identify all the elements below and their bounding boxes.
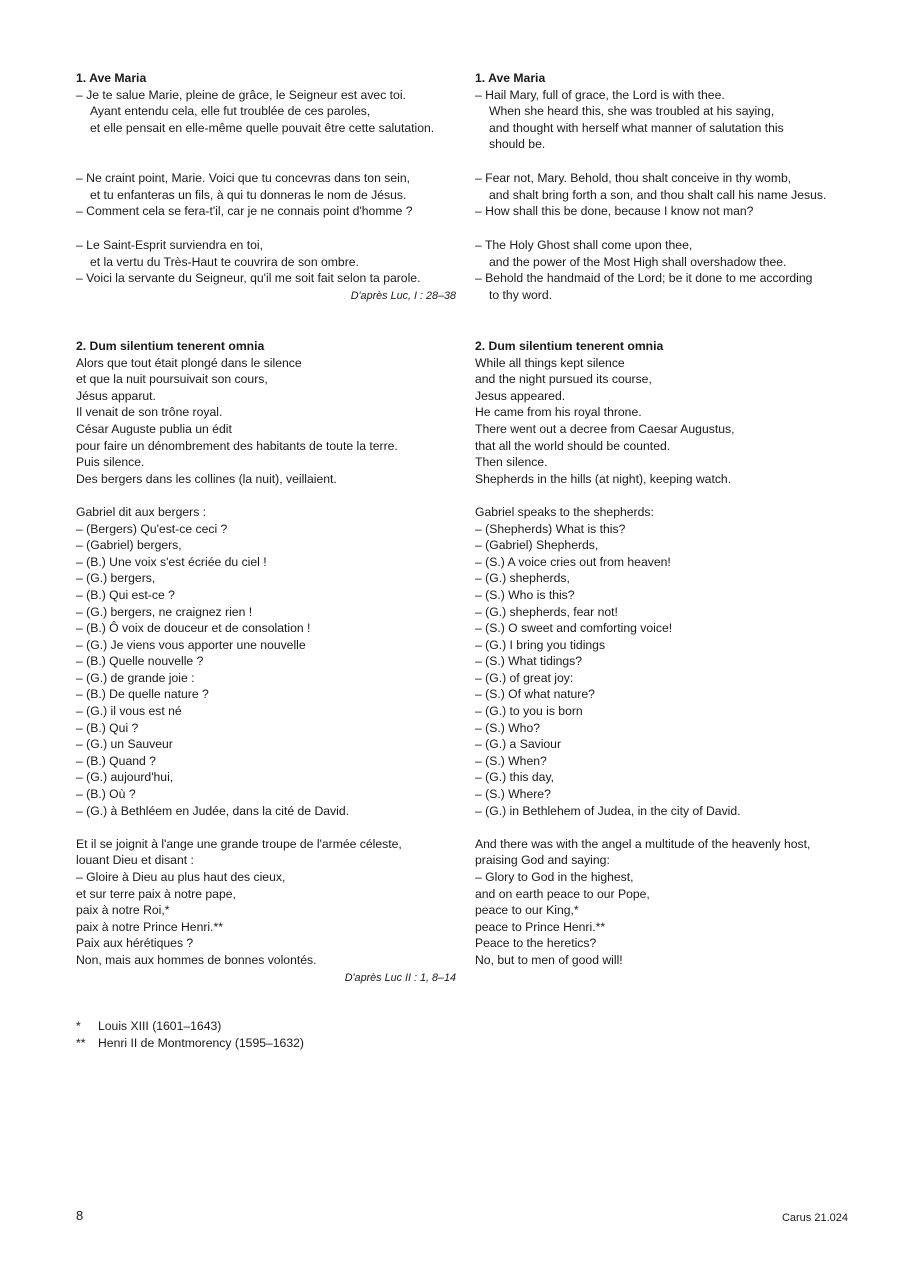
dialogue-line: – (Bergers) Qu'est-ce ceci ? xyxy=(76,521,228,536)
text-line: that all the world should be counted. xyxy=(475,438,671,453)
catalog-number: Carus 21.024 xyxy=(781,1212,848,1224)
text-line: – Ne craint point, Marie. Voici que tu concevras dans ton sein, xyxy=(76,171,410,185)
text-line: et tu enfanteras un fils, à qui tu donneras le nom de Jésus. xyxy=(90,187,407,202)
text-line: Des bergers dans les collines (la nuit), veillaient. xyxy=(76,471,337,486)
text-line: Paix aux hérétiques ? xyxy=(76,936,194,951)
text-line: Shepherds in the hills (at night), keeping watch. xyxy=(475,471,732,486)
english-section-ave-maria xyxy=(475,70,855,153)
dialogue-line: – (G.) I bring you tidings xyxy=(475,637,606,652)
text-line: Alors que tout était plongé dans le silence xyxy=(76,355,302,370)
dialogue-line: – (S.) What tidings? xyxy=(475,654,583,669)
dialogue-line: – (S.) Where? xyxy=(475,787,551,802)
footnote-louis-xiii xyxy=(76,1018,221,1035)
text-line: et la vertu du Très-Haut te couvrira de son ombre. xyxy=(90,254,359,269)
dialogue-line: – (G.) in Bethlehem of Judea, in the city of David. xyxy=(475,803,741,818)
dialogue-line: – (S.) Who is this? xyxy=(475,587,575,602)
text-line: and the night pursued its course, xyxy=(475,372,652,387)
section-title: 1. Ave Maria xyxy=(76,71,147,85)
text-line: peace to our King,* xyxy=(475,903,579,918)
text-line: Jésus apparut. xyxy=(76,388,156,403)
dialogue-line: – (G.) to you is born xyxy=(475,704,583,719)
text-line: – How shall this be done, because I know not man? xyxy=(475,204,754,219)
text-line: He came from his royal throne. xyxy=(475,405,642,420)
page-number: 8 xyxy=(76,1208,84,1223)
text-line: and shalt bring forth a son, and thou shalt call his name Jesus. xyxy=(489,187,827,202)
dialogue-line: – (G.) shepherds, fear not! xyxy=(475,604,618,619)
text-line: – Le Saint-Esprit surviendra en toi, xyxy=(76,238,263,252)
text-line: louant Dieu et disant : xyxy=(76,853,194,868)
text-line: – Gloire à Dieu au plus haut des cieux, xyxy=(76,870,286,884)
dialogue-line: – (G.) of great joy: xyxy=(475,670,574,685)
source-citation: D'après Luc II : 1, 8–14 xyxy=(344,971,456,984)
text-line: Ayant entendu cela, elle fut troublée de ces paroles, xyxy=(90,104,371,119)
footnote-text: Henri II de Montmorency (1595–1632) xyxy=(98,1036,304,1050)
footnote-mark: ** xyxy=(76,1036,86,1050)
text-line: No, but to men of good will! xyxy=(475,952,623,967)
text-line: praising God and saying: xyxy=(475,853,610,868)
text-line: Peace to the heretics? xyxy=(475,936,597,951)
text-line: et elle pensait en elle-même quelle pouvait être cette salutation. xyxy=(90,120,435,135)
text-line: – Voici la servante du Seigneur, qu'il me soit fait selon ta parole. xyxy=(76,271,421,286)
section-title: 2. Dum silentium tenerent omnia xyxy=(475,339,664,353)
french-section-dum-silentium xyxy=(76,338,456,986)
text-line: Puis silence. xyxy=(76,455,145,470)
dialogue-line: – (G.) shepherds, xyxy=(475,571,570,586)
dialogue-line: – (G.) bergers, ne craignez rien ! xyxy=(76,604,253,619)
dialogue-line: – (Shepherds) What is this? xyxy=(475,521,626,536)
text-line: pour faire un dénombrement des habitants de toute la terre. xyxy=(76,438,398,453)
text-line: When she heard this, she was troubled at his saying, xyxy=(489,104,775,119)
dialogue-line: – (G.) il vous est né xyxy=(76,704,182,719)
text-line: – Behold the handmaid of the Lord; be it done to me according xyxy=(475,271,813,286)
dialogue-line: – (G.) aujourd'hui, xyxy=(76,770,174,785)
text-line: Non, mais aux hommes de bonnes volontés. xyxy=(76,952,317,967)
text-line: and thought with herself what manner of salutation this xyxy=(489,120,784,135)
text-line: Then silence. xyxy=(475,455,548,470)
dialogue-line: – (S.) Who? xyxy=(475,720,541,735)
text-line: – Comment cela se fera-t'il, car je ne connais point d'homme ? xyxy=(76,204,413,219)
text-line: paix à notre Prince Henri.** xyxy=(76,919,223,934)
dialogue-line: – (B.) Qui ? xyxy=(76,720,139,735)
section-title: 2. Dum silentium tenerent omnia xyxy=(76,339,265,353)
dialogue-line: – (S.) Of what nature? xyxy=(475,687,595,702)
dialogue-line: – (G.) bergers, xyxy=(76,571,156,586)
dialogue-line: – (S.) O sweet and comforting voice! xyxy=(475,621,673,636)
dialogue-line: – (G.) this day, xyxy=(475,770,555,785)
dialogue-line: – (B.) Ô voix de douceur et de consolation ! xyxy=(76,621,311,636)
footnote-henri-ii xyxy=(76,1035,304,1052)
text-line: Gabriel speaks to the shepherds: xyxy=(475,504,654,519)
dialogue-line: – (B.) Quelle nouvelle ? xyxy=(76,654,204,669)
text-line: should be. xyxy=(489,137,546,152)
dialogue-line: – (B.) Qui est-ce ? xyxy=(76,587,175,602)
dialogue-line: – (Gabriel) bergers, xyxy=(76,538,182,553)
text-line: and on earth peace to our Pope, xyxy=(475,886,650,901)
footnote-mark: * xyxy=(76,1019,81,1033)
dialogue-line: – (B.) Où ? xyxy=(76,787,136,802)
source-citation: D'après Luc, I : 28–38 xyxy=(350,289,456,302)
text-line: – The Holy Ghost shall come upon thee, xyxy=(475,238,693,252)
text-line: and the power of the Most High shall overshadow thee. xyxy=(489,254,787,269)
text-line: And there was with the angel a multitude of the heavenly host, xyxy=(475,836,811,851)
text-line: Et il se joignit à l'ange une grande troupe de l'armée céleste, xyxy=(76,836,402,851)
dialogue-line: – (S.) A voice cries out from heaven! xyxy=(475,554,671,569)
text-line: Gabriel dit aux bergers : xyxy=(76,504,207,519)
french-verse-3 xyxy=(76,237,456,304)
text-line: – Je te salue Marie, pleine de grâce, le Seigneur est avec toi. xyxy=(76,87,406,102)
dialogue-line: – (Gabriel) Shepherds, xyxy=(475,538,599,553)
english-verse-3 xyxy=(475,237,855,303)
english-verse-2 xyxy=(475,170,855,220)
text-line: – Fear not, Mary. Behold, thou shalt conceive in thy womb, xyxy=(475,171,792,185)
text-line: paix à notre Roi,* xyxy=(76,903,170,918)
footnote-text: Louis XIII (1601–1643) xyxy=(98,1019,222,1033)
section-title: 1. Ave Maria xyxy=(475,71,546,85)
french-section-ave-maria xyxy=(76,70,456,136)
text-line: peace to Prince Henri.** xyxy=(475,919,606,934)
french-verse-2 xyxy=(76,170,456,220)
text-line: et sur terre paix à notre pape, xyxy=(76,886,236,901)
english-section-dum-silentium xyxy=(475,338,855,969)
text-line: There went out a decree from Caesar Augustus, xyxy=(475,421,735,436)
text-line: – Glory to God in the highest, xyxy=(475,870,634,884)
text-line: César Auguste publia un édit xyxy=(76,421,232,436)
dialogue-line: – (B.) De quelle nature ? xyxy=(76,687,209,702)
dialogue-line: – (G.) Je viens vous apporter une nouvelle xyxy=(76,637,306,652)
text-line: – Hail Mary, full of grace, the Lord is with thee. xyxy=(475,87,725,102)
text-line: Il venait de son trône royal. xyxy=(76,405,223,420)
text-line: Jesus appeared. xyxy=(475,388,566,403)
dialogue-line: – (G.) un Sauveur xyxy=(76,737,173,752)
text-line: et que la nuit poursuivait son cours, xyxy=(76,372,268,387)
dialogue-line: – (B.) Quand ? xyxy=(76,753,156,768)
dialogue-line: – (S.) When? xyxy=(475,753,547,768)
dialogue-line: – (G.) a Saviour xyxy=(475,737,562,752)
text-line: While all things kept silence xyxy=(475,355,625,370)
text-line: to thy word. xyxy=(489,287,552,302)
dialogue-line: – (G.) à Bethléem en Judée, dans la cité de David. xyxy=(76,803,350,818)
dialogue-line: – (B.) Une voix s'est écriée du ciel ! xyxy=(76,554,267,569)
dialogue-line: – (G.) de grande joie : xyxy=(76,670,195,685)
